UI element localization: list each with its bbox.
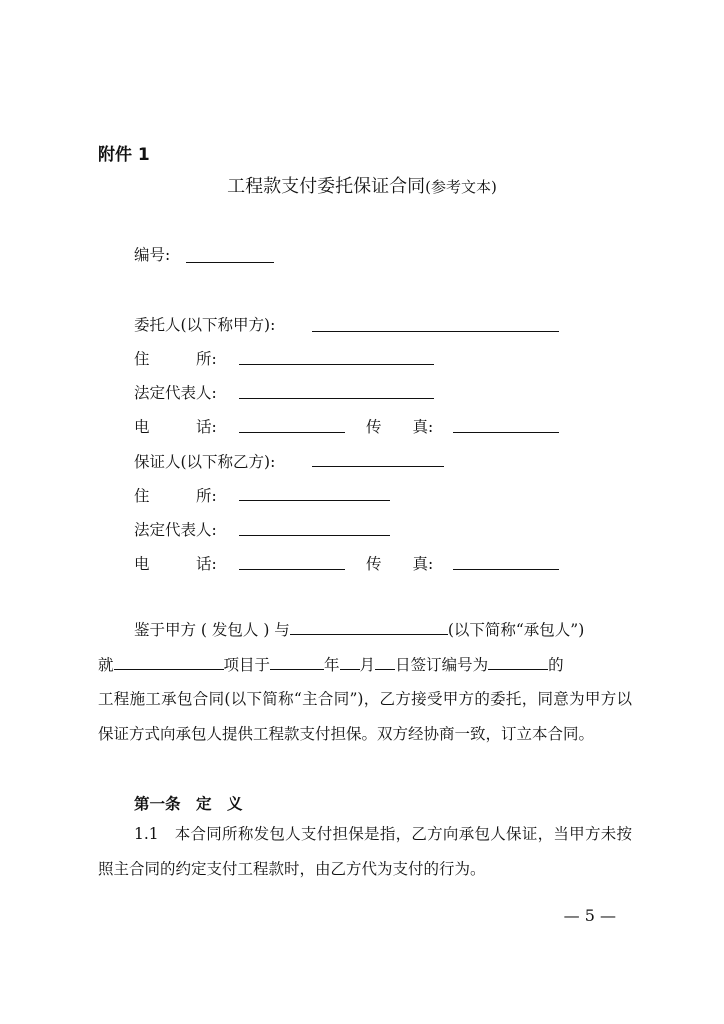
page-number: — 5 — bbox=[563, 906, 616, 925]
title-text: 工程款支付委托保证合同 bbox=[227, 176, 426, 197]
intro-line-2 bbox=[98, 648, 632, 683]
guarantor-address-label: 住 所: bbox=[134, 487, 217, 505]
guarantor-legal-rep-blank bbox=[239, 535, 390, 536]
intro-text-2e: 日签订编号为 bbox=[395, 655, 489, 674]
intro-text-1b: (以下简称“承包人”) bbox=[447, 621, 585, 639]
guarantor-fax-label: 传 真: bbox=[366, 555, 434, 573]
intro-text-2c: 年 bbox=[324, 655, 340, 674]
guarantor-fax-blank bbox=[453, 569, 559, 570]
client-legal-rep-label: 法定代表人: bbox=[134, 384, 217, 402]
article-1-heading: 第一条 定 义 bbox=[134, 795, 243, 813]
number-label: 编号: bbox=[134, 246, 171, 264]
day-blank bbox=[375, 653, 395, 670]
guarantor-address-blank bbox=[239, 500, 390, 501]
guarantor-phone-blank bbox=[239, 569, 345, 570]
intro-text-2d: 月 bbox=[359, 655, 376, 674]
project-blank bbox=[114, 653, 224, 670]
guarantor-legal-rep-label: 法定代表人: bbox=[134, 521, 217, 539]
intro-text-2f: 的 bbox=[548, 655, 564, 674]
intro-paragraph bbox=[98, 613, 632, 751]
intro-text-1a: 鉴于甲方 ( 发包人 ) 与 bbox=[134, 621, 290, 639]
intro-text-2a: 就 bbox=[98, 655, 114, 674]
intro-rest: 工程施工承包合同(以下简称“主合同”)，乙方接受甲方的委托，同意为甲方以保证方式向承包人提供工程款支付担保。双方经协商一致，订立本合同。 bbox=[98, 690, 632, 743]
attachment-label: 附件 1 bbox=[98, 145, 150, 165]
intro-line-1 bbox=[98, 613, 632, 648]
number-blank bbox=[186, 262, 274, 263]
client-fax-label: 传 真: bbox=[366, 418, 434, 436]
client-blank bbox=[312, 331, 559, 332]
client-legal-rep-blank bbox=[239, 398, 434, 399]
month-blank bbox=[340, 653, 360, 670]
clause-1-1: 1.1 本合同所称发包人支付担保是指，乙方向承包人保证，当甲方未按照主合同的约定支付工程款时，由乙方代为支付的行为。 bbox=[98, 825, 632, 878]
client-label: 委托人(以下称甲方): bbox=[134, 316, 276, 334]
client-address-blank bbox=[239, 364, 434, 365]
contract-number-blank bbox=[488, 653, 548, 670]
client-phone-blank bbox=[239, 432, 345, 433]
year-blank bbox=[270, 653, 324, 670]
client-phone-label: 电 话: bbox=[134, 418, 217, 436]
contractor-blank bbox=[290, 618, 448, 635]
client-fax-blank bbox=[453, 432, 559, 433]
client-address-label: 住 所: bbox=[134, 350, 217, 368]
title-note: (参考文本) bbox=[425, 178, 497, 196]
guarantor-blank bbox=[312, 466, 444, 467]
guarantor-label: 保证人(以下称乙方): bbox=[134, 453, 276, 471]
intro-text-2b: 项目于 bbox=[223, 655, 271, 674]
document-title bbox=[0, 172, 724, 198]
guarantor-phone-label: 电 话: bbox=[134, 555, 217, 573]
